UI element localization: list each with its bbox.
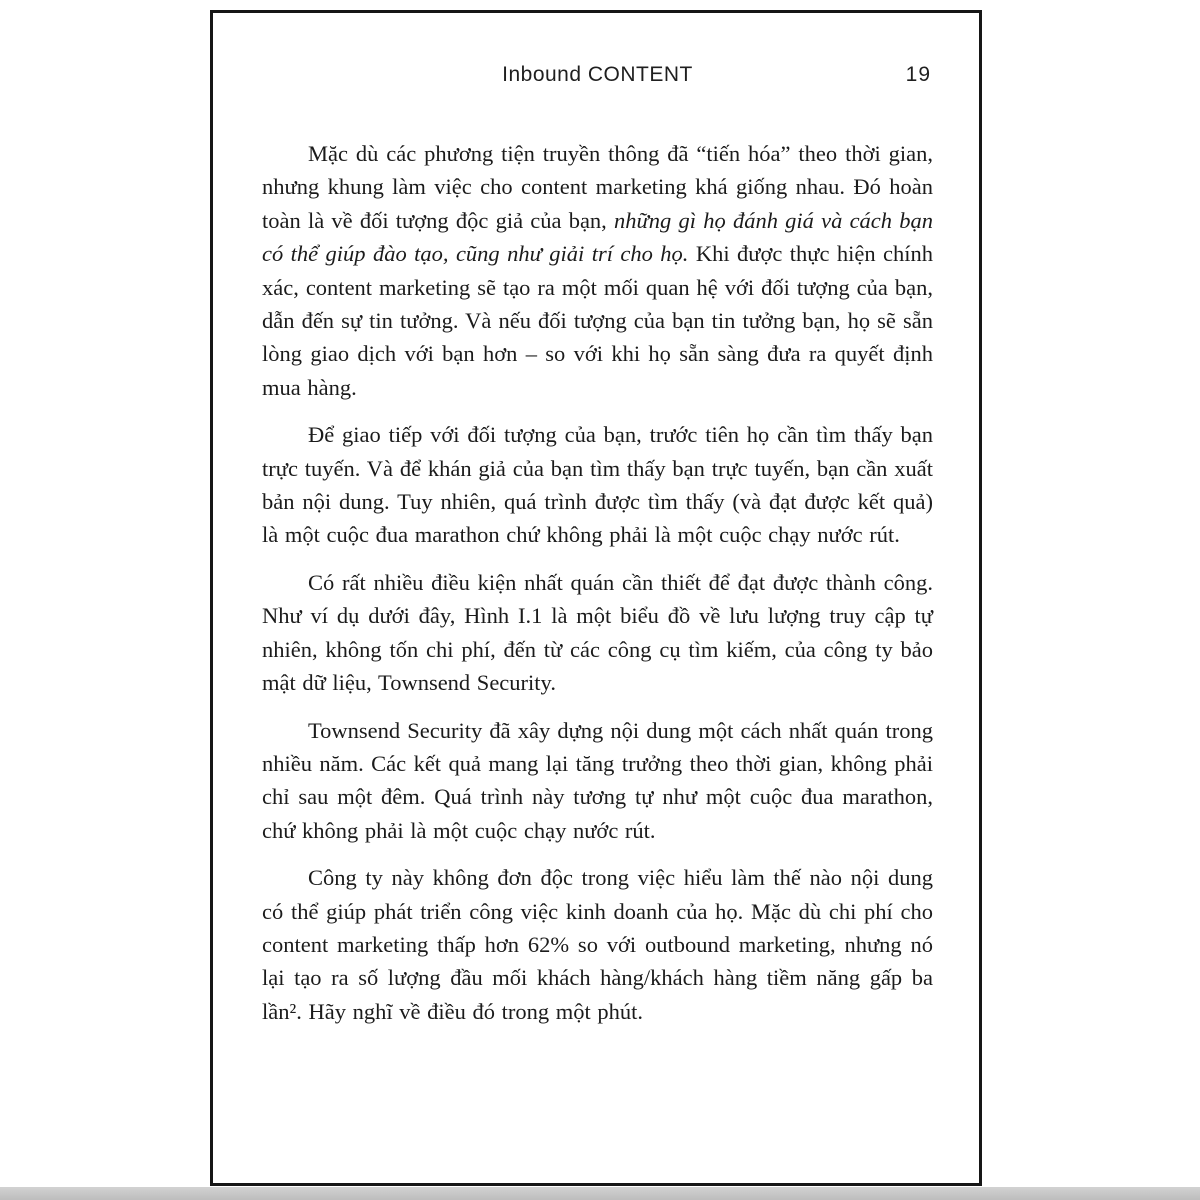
page-header [262, 63, 933, 91]
paragraph [262, 418, 933, 552]
running-title: Inbound CONTENT [502, 63, 693, 86]
scan-edge-strip [0, 1187, 1200, 1200]
text-segment: Có rất nhiều điều kiện nhất quán cần thiết để đạt được thành công. Như ví dụ dưới đây, Hình I.1 là một biểu đồ về lưu lượng truy cập tự nhiên, không tốn chi phí, đến từ các công cụ tìm kiếm, của công ty bảo mật dữ liệu, Townsend Security. [262, 569, 933, 696]
paragraph [262, 137, 933, 404]
paragraph [262, 714, 933, 848]
page-number: 19 [905, 63, 931, 86]
text-segment: Mặc dù các phương tiện truyền thông đã “tiến hóa” theo thời gian, nhưng khung làm việc cho content marketing khá giống nhau. Đó hoàn toàn là về đối tượng độc giả của bạn, [262, 141, 933, 233]
page-inner [213, 13, 979, 1183]
text-segment: Khi được thực hiện chính xác, content marketing sẽ tạo ra một mối quan hệ với đối tượng của bạn, dẫn đến sự tin tưởng. Và nếu đối tượng của bạn tin tưởng bạn, họ sẽ sẵn lòng giao dịch với bạn hơn – so với khi họ sẵn sàng đưa ra quyết định mua hàng. [262, 241, 933, 400]
paragraph [262, 566, 933, 700]
page-body-text [262, 137, 933, 1028]
text-segment: Để giao tiếp với đối tượng của bạn, trước tiên họ cần tìm thấy bạn trực tuyến. Và để khán giả của bạn tìm thấy bạn trực tuyến, bạn cần xuất bản nội dung. Tuy nhiên, quá trình được tìm thấy (và đạt được kết quả) là một cuộc đua marathon chứ không phải là một cuộc chạy nước rút. [262, 422, 933, 548]
italic-text-segment: những gì họ đánh giá và cách bạn có thể giúp đào tạo, cũng như giải trí cho họ. [262, 207, 933, 267]
paragraph [262, 861, 933, 1028]
text-segment: Công ty này không đơn độc trong việc hiểu làm thế nào nội dung có thể giúp phát triển công việc kinh doanh của họ. Mặc dù chi phí cho content marketing thấp hơn 62% so với outbound marketing, nhưng nó lại tạo ra số lượng đầu mối khách hàng/khách hàng tiềm năng gấp ba lần². Hãy nghĩ về điều đó trong một phút. [262, 865, 933, 1024]
text-segment: Townsend Security đã xây dựng nội dung một cách nhất quán trong nhiều năm. Các kết quả mang lại tăng trưởng theo thời gian, không phải chỉ sau một đêm. Quá trình này tương tự như một cuộc đua marathon, chứ không phải là một cuộc chạy nước rút. [262, 717, 933, 843]
book-page-frame [210, 10, 982, 1186]
